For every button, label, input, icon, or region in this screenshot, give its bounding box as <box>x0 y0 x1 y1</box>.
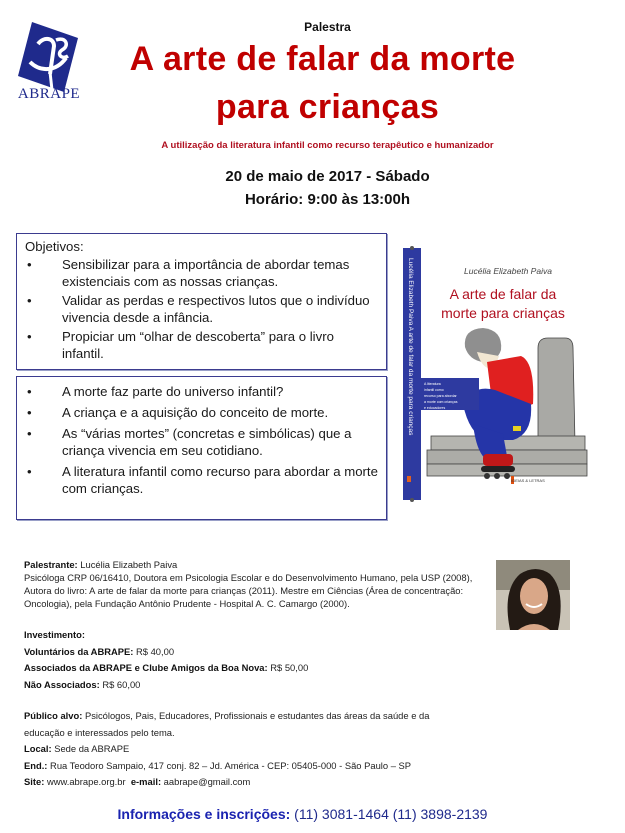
objective-item <box>25 256 378 290</box>
location-label: Local: <box>24 743 52 755</box>
book-title-line-1: A arte de falar da <box>449 286 557 302</box>
speaker-bio-line-3: Oncologia), pela Fundação Antônio Prudente - Hospital A. C. Camargo (2000). <box>24 598 350 609</box>
investment-heading: Investimento: <box>24 629 85 640</box>
bullet-icon: • <box>27 329 32 344</box>
audience-text-2: educação e interessados pelo tema. <box>24 726 175 738</box>
objectives-box <box>16 233 387 370</box>
objective-item <box>25 292 378 326</box>
objective-text: Propiciar um “olhar de descoberta” para o livro infantil. <box>62 329 334 361</box>
contact-line <box>0 806 625 822</box>
objectives-heading: Objetivos: <box>25 239 84 254</box>
event-time: Horário: 9:00 às 13:00h <box>244 191 411 208</box>
topic-text: As “várias mortes” (concretas e simbólicas) que a criança vivencia em seu cotidiano. <box>62 426 352 458</box>
email-link[interactable]: aabrape@gmail.com <box>163 776 251 788</box>
speaker-name: Lucélia Elizabeth Paiva <box>80 559 178 570</box>
site-label: Site: <box>24 776 45 788</box>
price-row <box>24 677 504 694</box>
site-link[interactable]: www.abrape.org.br <box>46 776 126 788</box>
price-label: Associados da ABRAPE e Clube Amigos da Boa Nova: <box>24 662 268 673</box>
speaker-label: Palestrante: <box>24 559 78 570</box>
bullet-icon: • <box>27 426 32 441</box>
speaker-photo <box>496 560 570 630</box>
topic-text: A literatura infantil como recurso para abordar a morte com crianças. <box>62 464 378 496</box>
book-author: Lucélia Elizabeth Paiva <box>464 266 552 276</box>
price-row <box>24 660 504 677</box>
book-cover-image <box>403 244 588 504</box>
bullet-icon: • <box>27 405 32 420</box>
audience-text: Psicólogos, Pais, Educadores, Profissionais e estudantes das áreas da saúde e da <box>84 710 430 721</box>
bullet-icon: • <box>27 464 32 479</box>
contact-label: Informações e inscrições: <box>117 806 291 822</box>
title-line-1: A arte de falar da morte <box>129 40 516 78</box>
address-label: End.: <box>24 759 48 771</box>
objective-item <box>25 328 378 362</box>
objective-text: Sensibilizar para a importância de abordar temas existenciais com as nossas crianças. <box>62 257 350 289</box>
speaker-bio-line-2: Autora do livro: A arte de falar da morte para crianças (2011). Mestre em Ciências (Área de concentração: <box>24 585 464 596</box>
objective-text: Validar as perdas e respectivos lutos que o indivíduo vivencia desde a infância. <box>62 293 370 325</box>
price-label: Não Associados: <box>24 678 100 690</box>
topics-box <box>16 376 387 520</box>
event-date: 20 de maio de 2017 - Sábado <box>225 168 430 185</box>
price-value: R$ 50,00 <box>270 662 309 673</box>
investment-section <box>24 627 504 693</box>
bullet-icon: • <box>27 384 32 399</box>
topic-item <box>25 383 378 400</box>
address-value: Rua Teodoro Sampaio, 417 conj. 82 – Jd. América - CEP: 05405-000 - São Paulo – SP <box>50 759 412 771</box>
topic-text: A morte faz parte do universo infantil? <box>62 384 284 399</box>
book-spine-text: Lucélia Elizabeth Paiva A arte de falar da morte para crianças <box>407 258 414 436</box>
topic-item <box>25 425 378 459</box>
price-row <box>24 644 504 661</box>
bullet-icon: • <box>27 257 32 272</box>
audience-label: Público alvo: <box>24 710 83 721</box>
price-value: R$ 60,00 <box>102 678 141 690</box>
topic-item <box>25 463 378 497</box>
price-label: Voluntários da ABRAPE: <box>24 645 134 657</box>
price-value: R$ 40,00 <box>136 645 175 657</box>
bullet-icon: • <box>27 293 32 308</box>
location-value: Sede da ABRAPE <box>54 743 130 755</box>
speaker-section <box>24 558 504 610</box>
title-line-2: para crianças <box>215 88 440 126</box>
email-label: e-mail: <box>130 776 162 788</box>
subtitle: A utilização da literatura infantil como recurso terapêutico e humanizador <box>161 140 494 151</box>
speaker-line <box>24 558 504 571</box>
topic-text: A criança e a aquisição do conceito de morte. <box>62 405 329 420</box>
details-section <box>24 708 614 791</box>
logo-text: ABRAPE <box>17 86 81 102</box>
book-tagline: A literatura infantil como recurso para abordar a morte com crianças e educadores <box>424 382 458 410</box>
contact-phones[interactable]: (11) 3081-1464 (11) 3898-2139 <box>294 806 488 822</box>
book-title-line-2: morte para crianças <box>441 305 565 321</box>
kicker-label: Palestra <box>304 20 351 34</box>
topic-item <box>25 404 378 421</box>
speaker-bio-line-1: Psicóloga CRP 06/16410, Doutora em Psicologia Escolar e do Desenvolvimento Humano, pela USP (2008), <box>24 572 473 583</box>
book-publisher: IDEIAS & LETRAS <box>511 478 545 483</box>
